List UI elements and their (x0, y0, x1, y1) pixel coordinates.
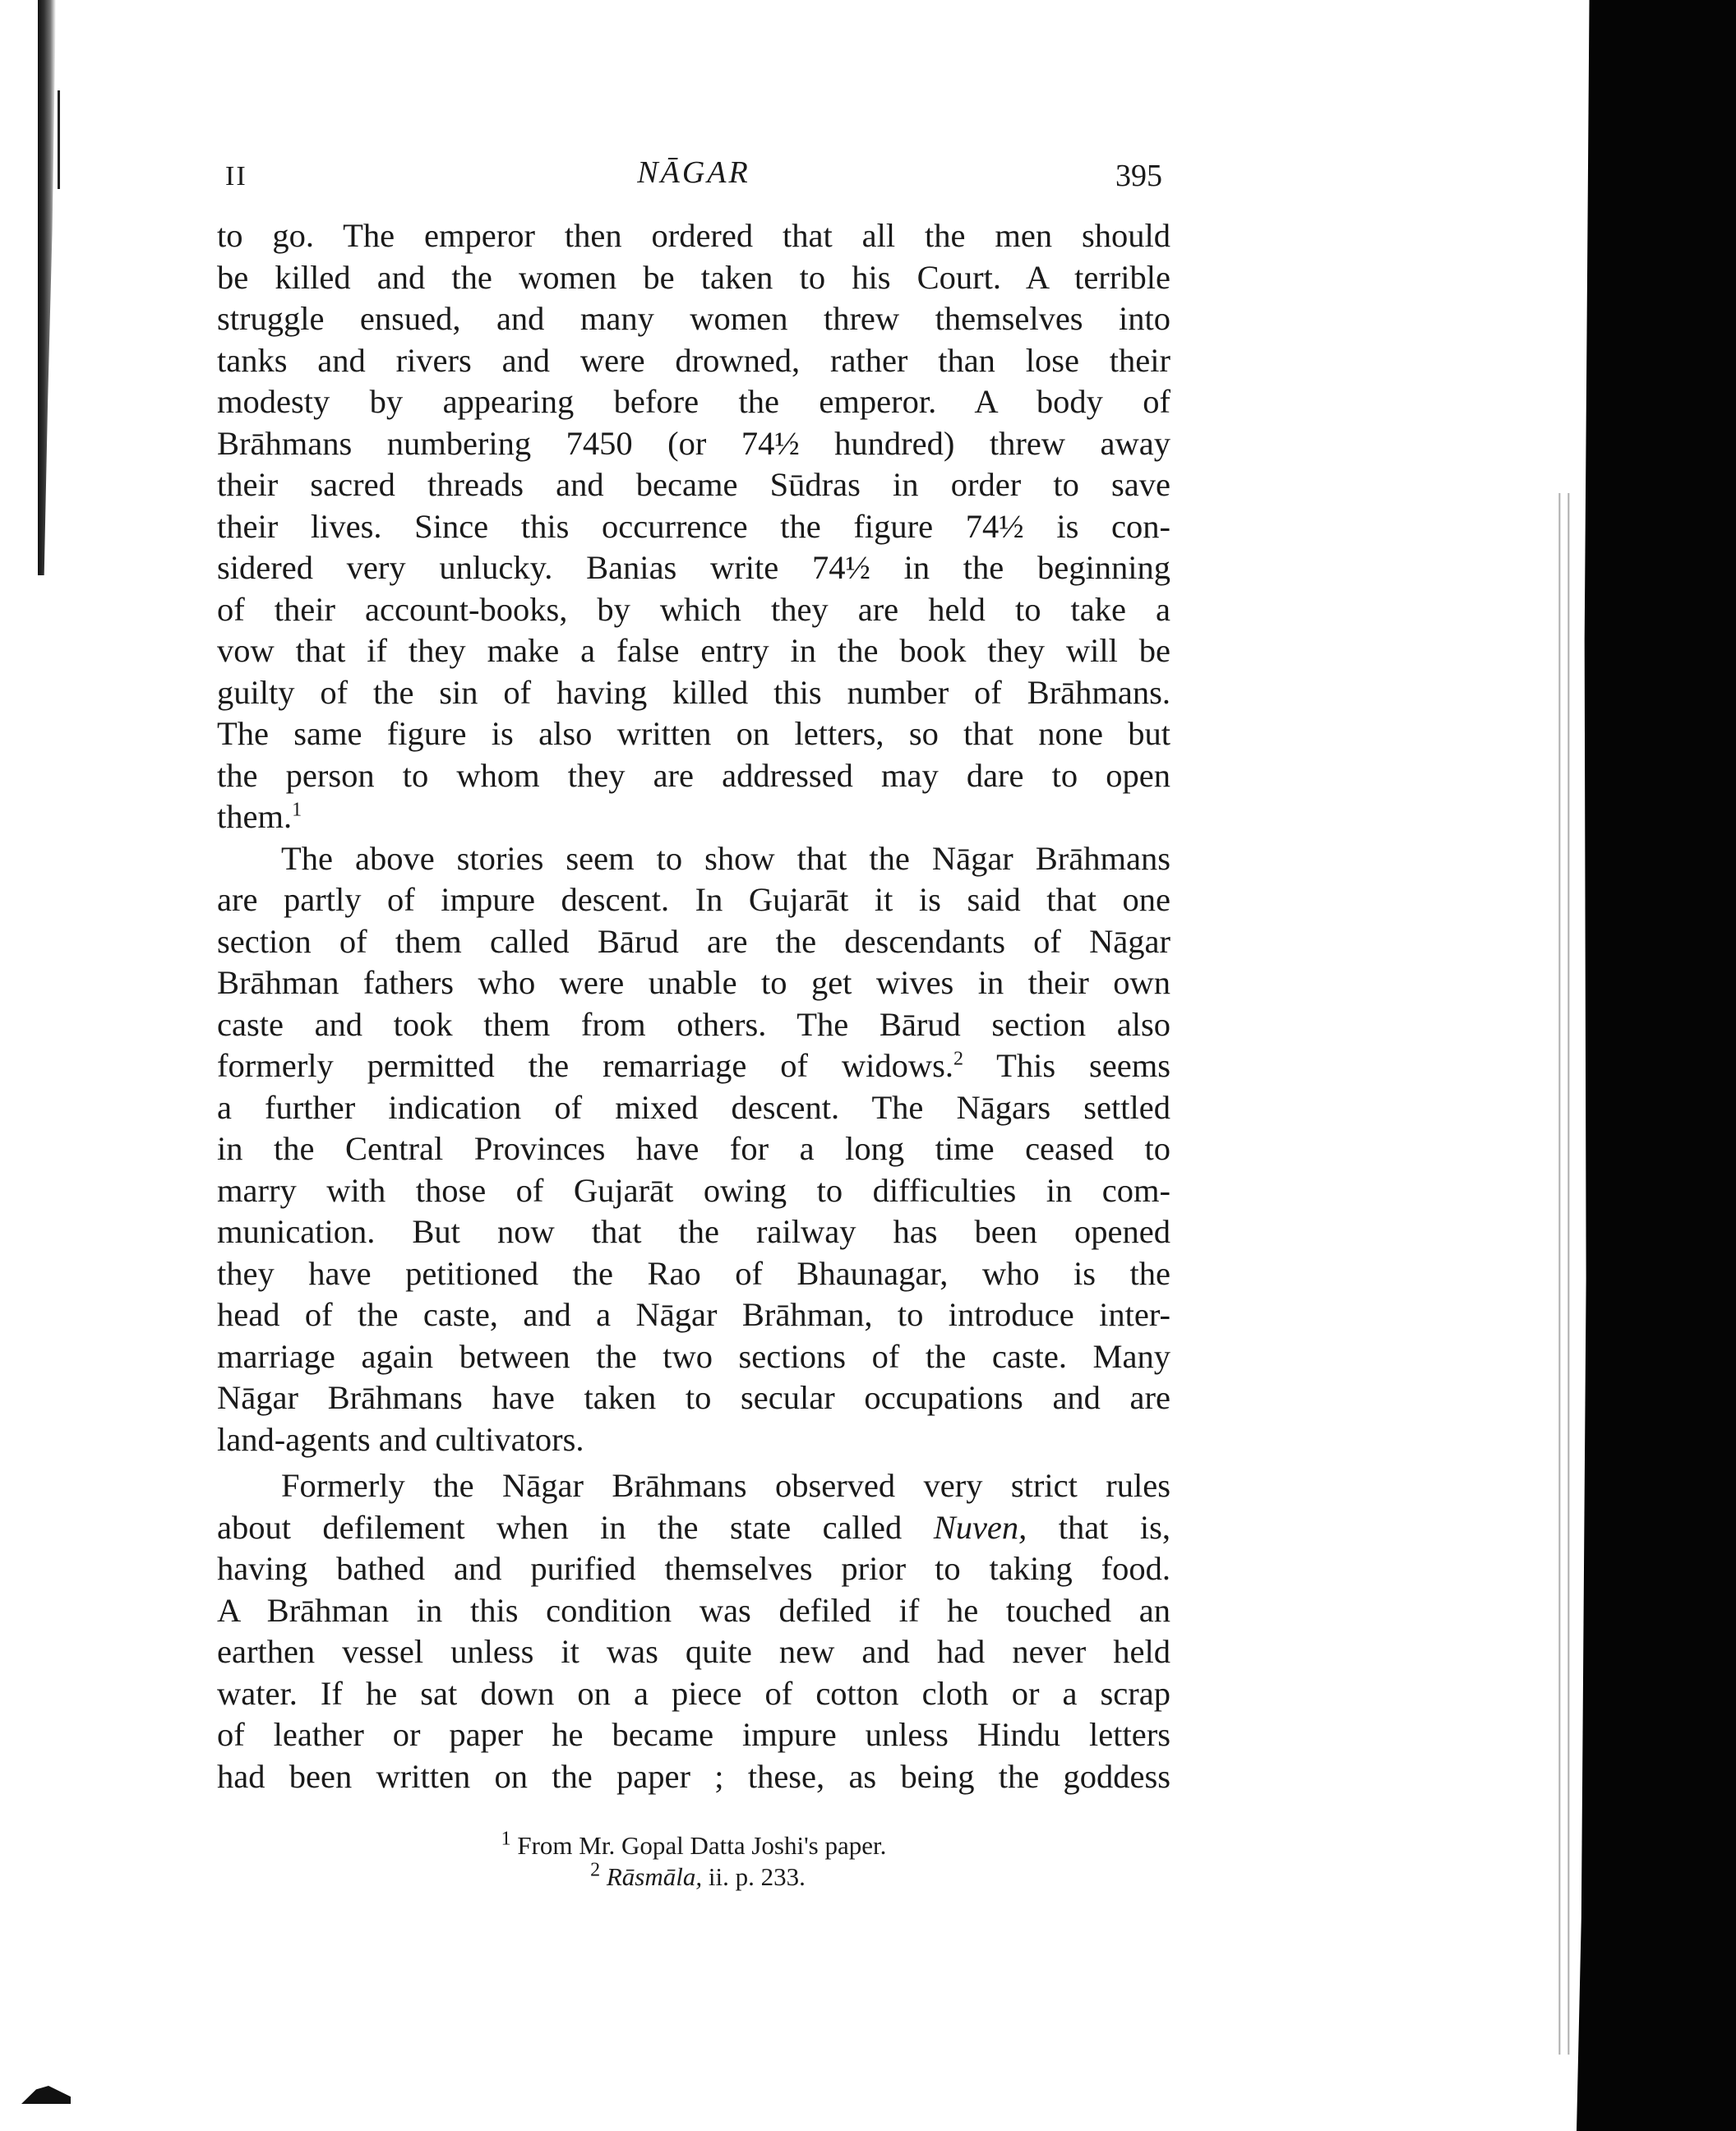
text-line: marriage again between the two sections of the caste. Many (217, 1337, 1170, 1375)
text-line: are partly of impure descent. In Gujarāt it is said that one (217, 881, 1170, 918)
paragraph-2 (217, 838, 1170, 1461)
text-line: they have petitioned the Rao of Bhaunagar, who is the (217, 1254, 1170, 1292)
text-line: sidered very unlucky. Banias write 74½ in the beginning (217, 549, 1170, 586)
footnote-source: Rāsmāla, (606, 1862, 703, 1891)
book-page (217, 155, 1170, 1893)
text-fragment: that is, (1027, 1508, 1170, 1546)
corner-scan-mark (21, 2086, 71, 2104)
binding-mark (58, 90, 60, 189)
chapter-number: II (225, 161, 247, 191)
footnote-1 (217, 1830, 1170, 1861)
text-line: Brāhmans numbering 7450 (or 74½ hundred) threw away (217, 424, 1170, 462)
text-line: the person to whom they are addressed may dare to open (217, 756, 1170, 794)
text-line: tanks and rivers and were drowned, rather than lose their (217, 341, 1170, 379)
text-line: guilty of the sin of having killed this number of Brāhmans. (217, 673, 1170, 711)
text-line: of leather or paper he became impure unless Hindu letters (217, 1716, 1170, 1753)
text-line: of their account-books, by which they are held to take a (217, 590, 1170, 628)
page-number: 395 (1115, 159, 1162, 193)
italic-term: Nuven, (933, 1508, 1027, 1546)
footnote-marker: 2 (590, 1859, 601, 1881)
text-line: struggle ensued, and many women threw themselves into (217, 300, 1170, 337)
text-line (217, 1507, 1170, 1549)
text-line: their lives. Since this occurrence the figure 74½ is con- (217, 507, 1170, 545)
body-text (217, 215, 1170, 1797)
footnote-marker: 1 (501, 1828, 511, 1850)
footnote-2 (217, 1861, 1170, 1893)
text-line: Brāhman fathers who were unable to get wives in their own (217, 964, 1170, 1001)
text-fragment: This seems (963, 1047, 1171, 1084)
text-line (217, 796, 1170, 838)
text-line: Nāgar Brāhmans have taken to secular occupations and are (217, 1379, 1170, 1416)
text-line: vow that if they make a false entry in the book they will be (217, 632, 1170, 669)
text-line: in the Central Provinces have for a long time ceased to (217, 1130, 1170, 1167)
text-line: had been written on the paper ; these, as being the goddess (217, 1757, 1170, 1795)
page-edge-lines (1552, 493, 1577, 2055)
text-fragment: formerly permitted the remarriage of widows. (217, 1047, 953, 1084)
page-title: NĀGAR (637, 155, 750, 190)
text-line: Formerly the Nāgar Brāhmans observed very strict rules (281, 1467, 1170, 1504)
paragraph-1 (217, 215, 1170, 838)
footnote-ref-1: 1 (292, 799, 302, 821)
text-line: land-agents and cultivators. (217, 1420, 584, 1458)
text-line: having bathed and purified themselves prior to taking food. (217, 1550, 1170, 1587)
text-line: The same figure is also written on letters, so that none but (217, 715, 1170, 752)
footnote-text: ii. p. 233. (702, 1862, 806, 1891)
text-line: water. If he sat down on a piece of cotton cloth or a scrap (217, 1674, 1170, 1712)
text-line: section of them called Bārud are the descendants of Nāgar (217, 922, 1170, 960)
text-line: head of the caste, and a Nāgar Brāhman, to introduce inter- (217, 1296, 1170, 1333)
text-line: to go. The emperor then ordered that all the men should (217, 217, 1170, 254)
footnote-text: From Mr. Gopal Datta Joshi's paper. (517, 1831, 887, 1860)
text-line (217, 1045, 1170, 1087)
text-line: modesty by appearing before the emperor. A body of (217, 383, 1170, 420)
text-line: be killed and the women be taken to his Court. A terrible (217, 258, 1170, 296)
page-edge-shadow (1577, 0, 1736, 2131)
text-line: A Brāhman in this condition was defiled if he touched an (217, 1591, 1170, 1629)
text-fragment: them. (217, 798, 293, 835)
text-line: caste and took them from others. The Bārud section also (217, 1005, 1170, 1043)
paragraph-3 (217, 1465, 1170, 1797)
text-line: their sacred threads and became Sūdras in order to save (217, 466, 1170, 503)
footnote-ref-2: 2 (953, 1048, 963, 1070)
running-head (217, 155, 1170, 204)
text-line: earthen vessel unless it was quite new and had never held (217, 1633, 1170, 1670)
text-line: a further indication of mixed descent. The Nāgars settled (217, 1088, 1170, 1126)
text-line: munication. But now that the railway has been opened (217, 1213, 1170, 1250)
text-fragment: about defilement when in the state called (217, 1508, 934, 1546)
text-line: The above stories seem to show that the Nāgar Brāhmans (281, 839, 1170, 877)
footnotes (217, 1830, 1170, 1893)
binding-shadow (38, 0, 56, 575)
text-line: marry with those of Gujarāt owing to difficulties in com- (217, 1171, 1170, 1209)
